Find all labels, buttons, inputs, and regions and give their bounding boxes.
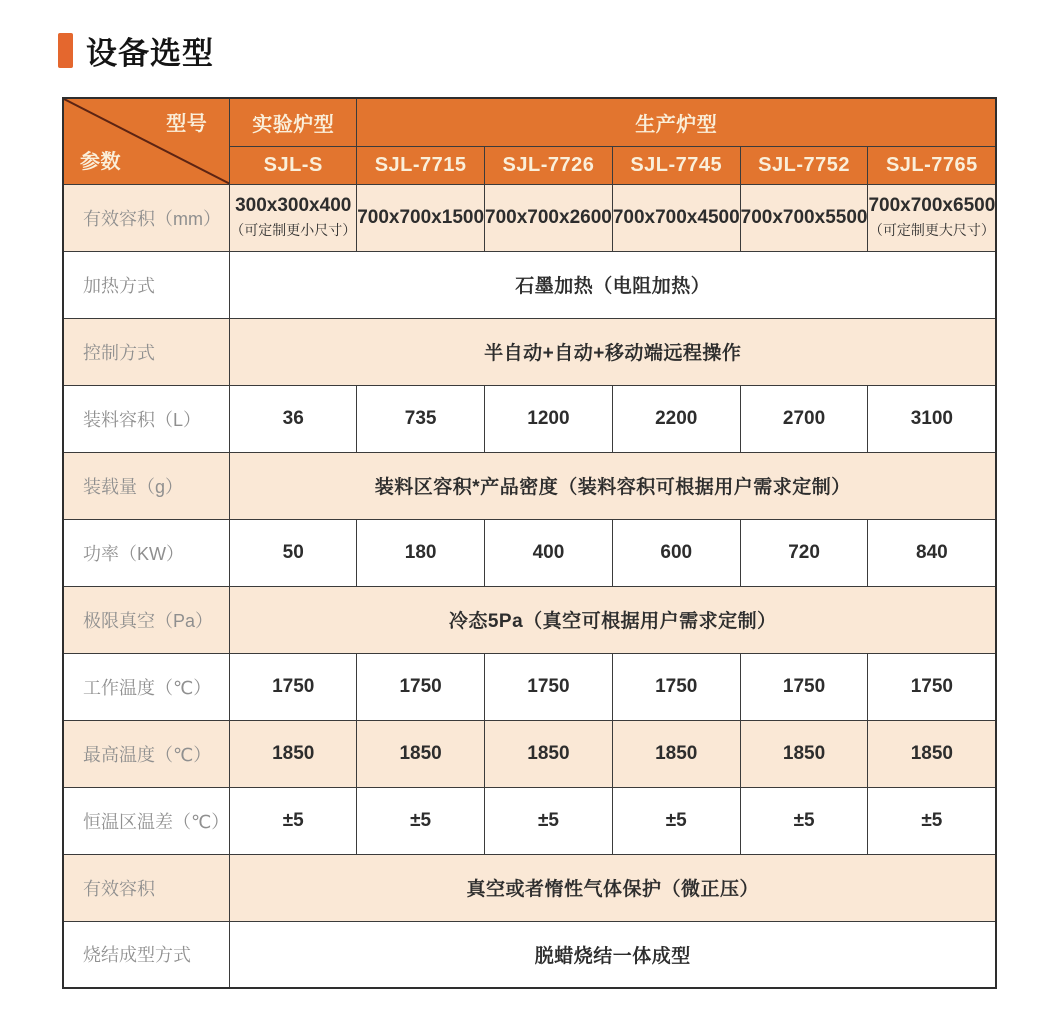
column-header-model: SJL-7745 (612, 146, 740, 184)
table-row (63, 586, 996, 653)
spec-table (62, 97, 997, 989)
value-cell: 840 (868, 519, 996, 586)
page-header (58, 28, 214, 73)
corner-param-label: 参数 (80, 150, 121, 173)
value-cell (740, 184, 868, 251)
value-cell: 1850 (740, 720, 868, 787)
value-text: 700x700x1500 (357, 206, 485, 228)
table-row (63, 854, 996, 921)
table-row (63, 385, 996, 452)
value-cell: ±5 (612, 787, 740, 854)
table-row (63, 720, 996, 787)
value-cell: ±5 (868, 787, 996, 854)
corner-header-cell (63, 98, 230, 184)
row-label: 有效容积 (63, 854, 230, 921)
value-cell: 1750 (740, 653, 868, 720)
row-label: 恒温区温差（℃） (63, 787, 230, 854)
header-group-row (63, 98, 996, 146)
span-value-cell: 石墨加热（电阻加热） (230, 251, 997, 318)
value-cell (357, 184, 485, 251)
value-text: 700x700x5500 (740, 206, 868, 228)
value-text: 300x300x400 (235, 195, 352, 216)
table-row (63, 653, 996, 720)
value-cell: 720 (740, 519, 868, 586)
row-label: 极限真空（Pa） (63, 586, 230, 653)
value-cell: 1850 (230, 720, 357, 787)
row-label: 功率（KW） (63, 519, 230, 586)
value-text: 700x700x6500 (868, 195, 996, 216)
row-label: 加热方式 (63, 251, 230, 318)
column-header-model: SJL-7765 (868, 146, 996, 184)
value-cell (230, 184, 357, 251)
value-cell: 1850 (485, 720, 613, 787)
row-label: 控制方式 (63, 318, 230, 385)
table-row (63, 452, 996, 519)
value-cell: ±5 (485, 787, 613, 854)
table-row (63, 318, 996, 385)
table-row (63, 251, 996, 318)
value-cell: 1750 (357, 653, 485, 720)
table-row (63, 184, 996, 251)
table-row (63, 787, 996, 854)
title-accent-bar (58, 33, 73, 68)
span-value-cell: 脱蜡烧结一体成型 (230, 921, 997, 988)
table-row (63, 921, 996, 988)
value-cell (868, 184, 996, 251)
row-label: 装料容积（L） (63, 385, 230, 452)
value-cell: ±5 (230, 787, 357, 854)
value-text: 700x700x2600 (485, 206, 612, 228)
row-label: 最高温度（℃） (63, 720, 230, 787)
row-label: 有效容积（mm） (63, 184, 230, 251)
value-cell: 1750 (230, 653, 357, 720)
value-cell (612, 184, 740, 251)
value-cell: 1750 (612, 653, 740, 720)
value-note: （可定制更大尺寸） (868, 222, 995, 238)
span-value-cell: 真空或者惰性气体保护（微正压） (230, 854, 997, 921)
group-header-lab: 实验炉型 (230, 98, 357, 146)
group-header-prod: 生产炉型 (357, 98, 997, 146)
value-cell: 1200 (485, 385, 613, 452)
value-cell (485, 184, 613, 251)
column-header-model: SJL-S (230, 146, 357, 184)
value-cell: 50 (230, 519, 357, 586)
row-label: 装载量（g） (63, 452, 230, 519)
span-value-cell: 半自动+自动+移动端远程操作 (230, 318, 997, 385)
value-cell: 1750 (485, 653, 613, 720)
span-value-cell: 装料区容积*产品密度（装料容积可根据用户需求定制） (230, 452, 997, 519)
value-cell: 2200 (612, 385, 740, 452)
value-cell: 1850 (612, 720, 740, 787)
value-note: （可定制更小尺寸） (230, 222, 357, 238)
value-cell: 735 (357, 385, 485, 452)
value-cell: 1850 (357, 720, 485, 787)
column-header-model: SJL-7715 (357, 146, 485, 184)
value-cell: 2700 (740, 385, 868, 452)
row-label: 工作温度（℃） (63, 653, 230, 720)
value-cell: ±5 (357, 787, 485, 854)
value-cell: ±5 (740, 787, 868, 854)
corner-model-label: 型号 (166, 113, 208, 135)
value-text: 700x700x4500 (612, 206, 740, 228)
column-header-model: SJL-7752 (740, 146, 868, 184)
value-cell: 400 (485, 519, 613, 586)
table-row (63, 519, 996, 586)
value-cell: 36 (230, 385, 357, 452)
page-title: 设备选型 (86, 36, 214, 71)
column-header-model: SJL-7726 (485, 146, 613, 184)
span-value-cell: 冷态5Pa（真空可根据用户需求定制） (230, 586, 997, 653)
value-cell: 1750 (868, 653, 996, 720)
row-label: 烧结成型方式 (63, 921, 230, 988)
value-cell: 3100 (868, 385, 996, 452)
value-cell: 180 (357, 519, 485, 586)
value-cell: 600 (612, 519, 740, 586)
value-cell: 1850 (868, 720, 996, 787)
